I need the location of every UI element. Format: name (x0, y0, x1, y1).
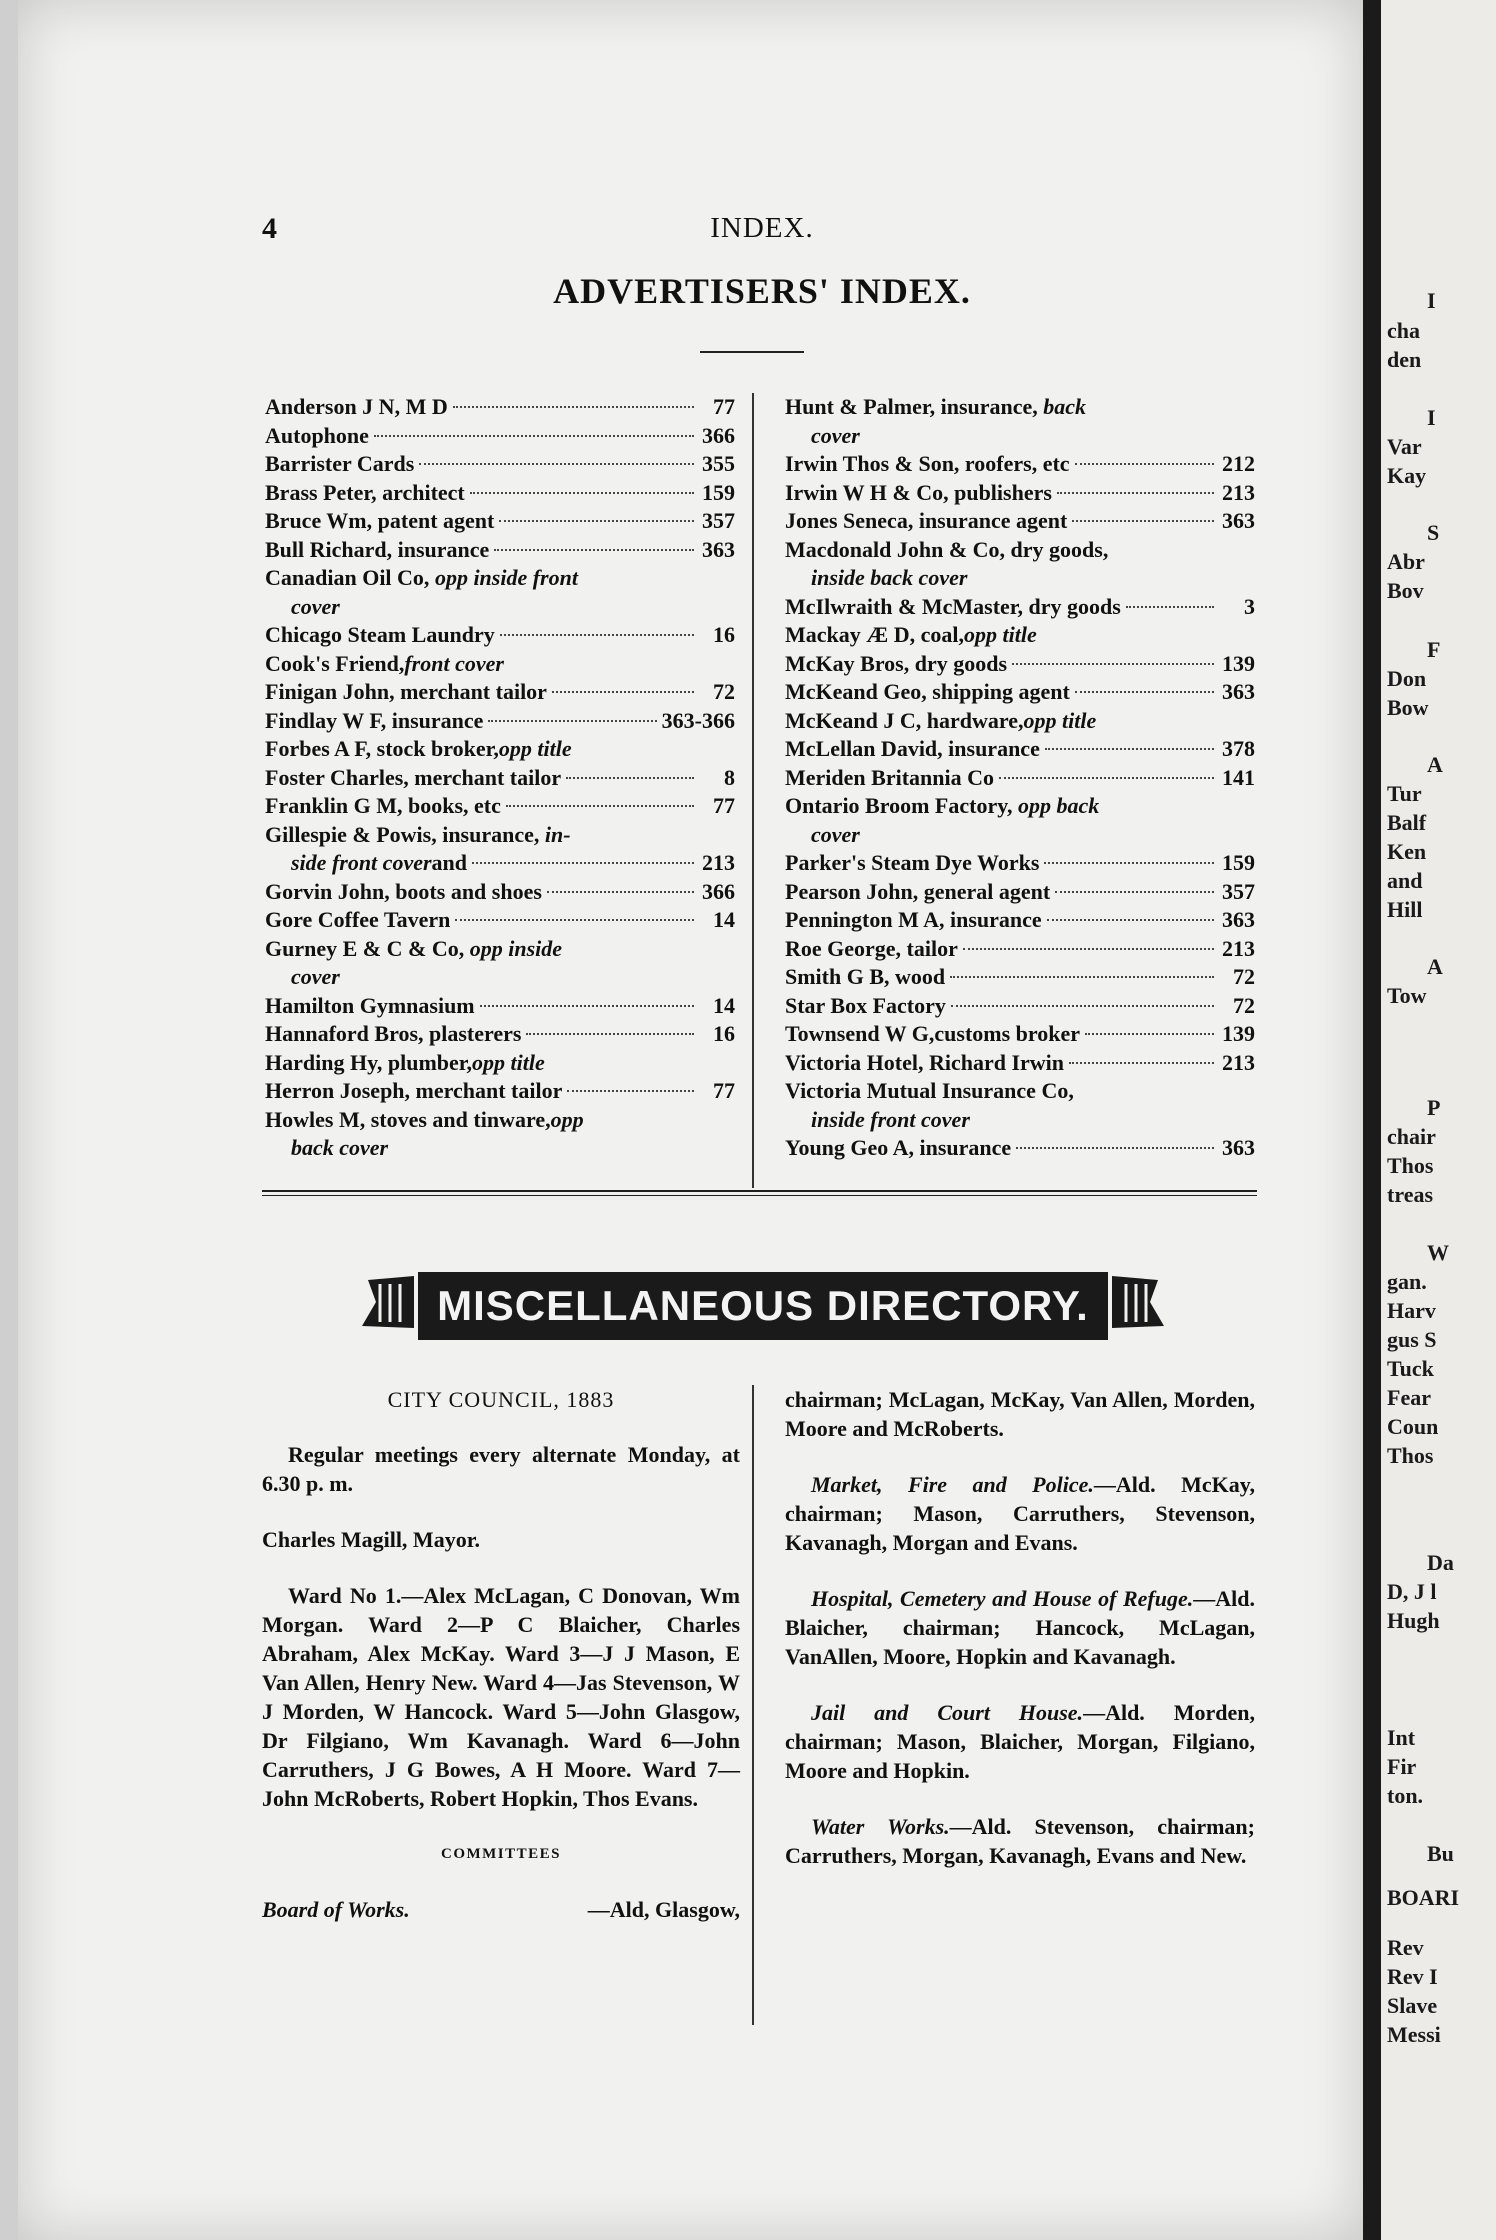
next-page-fragment: gan. (1387, 1269, 1427, 1294)
next-page-fragment: P (1427, 1095, 1441, 1120)
water-works-text: —Ald. Stevenson, chairman; Carruthers, Morgan, Kavanagh, Evans and New. (785, 1814, 1255, 1868)
next-page-fragment: A (1427, 752, 1443, 777)
next-page-fragment: Harv (1387, 1298, 1436, 1323)
entry-name: McIlwraith & McMaster, dry goods (785, 593, 1121, 619)
entry-name: McKeand Geo, shipping agent (785, 679, 1070, 704)
leader-dots (1072, 520, 1214, 522)
entry-name: Autophone (265, 422, 369, 448)
entry-page: 212 (1222, 451, 1255, 476)
entry-name: McKeand J C, hardware, (785, 707, 1024, 733)
jail-court-house-text: —Ald. Morden, chairman; Mason, Blaicher, Morgan, Filgiano, Moore and Hopkin. (785, 1700, 1256, 1783)
index-entry-continuation: inside back cover (811, 565, 968, 590)
banner-left-flag-icon (358, 1270, 414, 1334)
leader-dots (480, 1005, 694, 1007)
banner-right-flag-icon (1112, 1270, 1168, 1334)
next-page-fragment: gus S (1387, 1327, 1437, 1352)
entry-page: 14 (713, 992, 735, 1018)
index-entry (785, 479, 1255, 508)
entry-note: opp (550, 1106, 584, 1132)
index-entry (265, 878, 735, 907)
entry-name: Young Geo A, insurance (785, 1135, 1012, 1160)
next-page-fragment: Hugh (1387, 1608, 1440, 1633)
leader-dots (566, 777, 694, 779)
entry-page: 77 (713, 394, 735, 419)
index-entry (265, 707, 735, 736)
entry-page: 72 (1233, 964, 1255, 989)
entry-name: Foster Charles, merchant tailor (265, 764, 562, 790)
entry-page: 357 (1222, 878, 1255, 904)
entry-name: Irwin Thos & Son, roofers, etc (785, 451, 1070, 476)
entry-name: Parker's Steam Dye Works (785, 850, 1040, 875)
column-divider (752, 393, 754, 1188)
leader-dots (1044, 862, 1214, 864)
index-entry (785, 393, 1255, 450)
index-entry (785, 707, 1255, 736)
index-entry (265, 678, 735, 707)
entry-page: 14 (713, 907, 735, 932)
entry-note: opp title (1023, 707, 1097, 733)
next-page-fragment: Thos (1387, 1443, 1434, 1468)
entry-name: Findlay W F, insurance (265, 707, 484, 733)
index-entry-line (265, 821, 735, 850)
entry-page: 77 (713, 793, 735, 818)
hospital-paragraph (785, 1584, 1255, 1671)
next-page-fragment: W (1427, 1240, 1449, 1265)
index-entry (785, 621, 1255, 650)
title-rule (700, 351, 804, 353)
entry-note: opp title (498, 736, 572, 761)
entry-name: Cook's Friend, (265, 650, 405, 676)
next-page-fragment: Balf (1387, 810, 1427, 835)
index-entry (265, 906, 735, 935)
advertisers-index-left-column (265, 393, 735, 1163)
entry-name: Gorvin John, boots and shoes (265, 878, 542, 904)
leader-dots (1075, 691, 1214, 693)
next-page-fragment: Bu (1427, 1841, 1454, 1866)
entry-name: Bull Richard, insurance (265, 536, 490, 562)
next-page-fragment: Abr (1387, 549, 1425, 574)
entry-page: 141 (1222, 764, 1255, 790)
index-entry (265, 507, 735, 536)
entry-page: 159 (1222, 850, 1255, 875)
next-page-fragment: chair (1387, 1124, 1436, 1149)
leader-dots (1085, 1033, 1214, 1035)
next-page-fragment: Da (1427, 1550, 1454, 1575)
page-header (262, 212, 1262, 252)
leader-dots (1047, 919, 1214, 921)
entry-note: opp title (964, 622, 1037, 647)
entry-name: Harding Hy, plumber, (265, 1049, 473, 1075)
index-entry (265, 564, 735, 621)
next-page-fragment: treas (1387, 1182, 1434, 1207)
entry-page: 72 (1233, 992, 1255, 1018)
next-page-fragment: Bow (1387, 695, 1429, 720)
next-page-fragment: Fear (1387, 1385, 1431, 1410)
entry-name: Canadian Oil Co, (265, 565, 435, 590)
entry-page: 213 (702, 850, 735, 875)
entry-name: Star Box Factory (785, 992, 946, 1018)
index-entry (265, 764, 735, 793)
index-entry (785, 1020, 1255, 1049)
entry-name: McKay Bros, dry goods (785, 650, 1008, 676)
entry-page: 159 (702, 479, 735, 505)
entry-name: Bruce Wm, patent agent (265, 508, 495, 533)
next-page-fragment: I (1427, 405, 1436, 430)
entry-name: Smith G B, wood (785, 964, 946, 989)
index-entry (785, 963, 1255, 992)
leader-dots (506, 805, 694, 807)
next-page-fragment: I (1427, 288, 1436, 313)
entry-note: opp inside (469, 935, 563, 961)
banner-title: MISCELLANEOUS DIRECTORY. (418, 1272, 1108, 1340)
entry-name: Meriden Britannia Co (785, 764, 994, 790)
entry-note-rest: and (431, 850, 468, 875)
entry-name: Finigan John, merchant tailor (265, 679, 547, 704)
next-page-fragment: Coun (1387, 1414, 1439, 1439)
entry-page: 8 (724, 764, 735, 790)
section-separator (262, 1190, 1257, 1196)
index-entry (785, 1049, 1255, 1078)
committees-heading: COMMITTEES (440, 1846, 561, 1862)
entry-note: opp inside front (434, 565, 578, 590)
market-fire-police-paragraph (785, 1470, 1255, 1557)
index-entry (785, 507, 1255, 536)
index-entry (265, 479, 735, 508)
index-entry-continuation: cover (291, 964, 340, 989)
entry-page: 366 (702, 422, 735, 448)
entry-name: Pearson John, general agent (785, 878, 1051, 904)
index-entry (265, 621, 735, 650)
index-entry (785, 935, 1255, 964)
leader-dots (963, 948, 1214, 950)
entry-note: front cover (404, 650, 504, 676)
leader-dots (494, 549, 694, 551)
leader-dots (374, 435, 694, 437)
next-page-fragment: BOARI (1387, 1885, 1460, 1910)
next-page-fragment: cha (1387, 318, 1420, 343)
entry-name: Herron Joseph, merchant tailor (265, 1078, 563, 1103)
index-entry (265, 792, 735, 821)
directory-left-column (262, 1385, 740, 1924)
index-entry (785, 650, 1255, 679)
entry-page: 139 (1222, 1021, 1255, 1046)
directory-banner (358, 1262, 1168, 1342)
entry-note: opp back (1018, 793, 1100, 818)
entry-page: 357 (702, 508, 735, 533)
index-entry-line (265, 935, 735, 964)
entry-name: Townsend W G,customs broker (785, 1021, 1081, 1046)
entry-name: Chicago Steam Laundry (265, 622, 495, 647)
index-entry-continuation: cover (291, 593, 340, 619)
entry-page: 363 (1222, 679, 1255, 704)
leader-dots (419, 463, 694, 465)
next-page-fragment: D, J l (1387, 1579, 1437, 1604)
index-entry-line (785, 792, 1255, 821)
index-entry (265, 422, 735, 451)
entry-name: Jones Seneca, insurance agent (785, 508, 1068, 533)
index-entry-continuation: inside front cover (811, 1106, 970, 1132)
entry-page: 366 (702, 878, 735, 904)
leader-dots (1012, 663, 1214, 665)
index-entry (785, 1134, 1255, 1163)
entry-page: 16 (713, 1021, 735, 1046)
entry-name: Gore Coffee Tavern (265, 907, 451, 932)
leader-dots (552, 691, 694, 693)
city-council-heading: CITY COUNCIL, 1883 (387, 1387, 615, 1412)
index-entry (265, 536, 735, 565)
index-entry (265, 650, 735, 679)
entry-page: 378 (1222, 736, 1255, 761)
index-entry-continuation: cover (811, 422, 860, 448)
next-page-fragment: Messi (1387, 2022, 1441, 2047)
page-number: 4 (262, 212, 277, 245)
entry-name: McLellan David, insurance (785, 736, 1040, 761)
leader-dots (567, 1090, 694, 1092)
entry-name: Irwin W H & Co, publishers (785, 479, 1052, 505)
next-page-fragment: Slave (1387, 1993, 1438, 2018)
entry-page: 363 (1222, 508, 1255, 533)
entry-page: 355 (702, 451, 735, 476)
next-page-fragment: and (1387, 868, 1423, 893)
index-entry (785, 450, 1255, 479)
entry-name: Victoria Hotel, Richard Irwin (785, 1049, 1065, 1075)
mayor-line: Charles Magill, Mayor. (262, 1527, 480, 1552)
entry-name: Franklin G M, books, etc (265, 793, 501, 818)
index-entry (785, 792, 1255, 849)
next-page-fragment: Ken (1387, 839, 1427, 864)
entry-page: 139 (1222, 650, 1255, 676)
leader-dots (1055, 891, 1214, 893)
entry-name: Barrister Cards (265, 451, 415, 476)
entry-name: Pennington M A, insurance (785, 907, 1042, 932)
index-entry (785, 992, 1255, 1021)
next-page-fragment: Don (1387, 666, 1427, 691)
next-page-fragment: Kay (1387, 463, 1427, 488)
entry-page: 213 (1222, 935, 1255, 961)
next-page-fragment: S (1427, 520, 1440, 545)
board-of-works-line (262, 1895, 740, 1924)
leader-dots (1057, 492, 1214, 494)
entry-page: 213 (1222, 1049, 1255, 1075)
index-entry (265, 1049, 735, 1078)
next-page-fragment: Int (1387, 1725, 1416, 1750)
leader-dots (1126, 606, 1214, 608)
index-entry (785, 878, 1255, 907)
index-entry-line (265, 1106, 735, 1135)
entry-page: 363 (1222, 907, 1255, 932)
index-entry (785, 593, 1255, 622)
market-fire-police-label: Market, Fire and Police. (811, 1472, 1094, 1497)
next-page-fragment: Rev (1387, 1935, 1424, 1960)
next-page-fragment: Fir (1387, 1754, 1417, 1779)
entry-name: Howles M, stoves and tinware, (265, 1106, 551, 1132)
index-entry (265, 992, 735, 1021)
leader-dots (999, 777, 1214, 779)
entry-name: Gillespie & Powis, insurance, (265, 821, 545, 847)
entry-name: Brass Peter, architect (265, 479, 465, 505)
wards-paragraph: Ward No 1.—Alex McLagan, C Donovan, Wm Morgan. Ward 2—P C Blaicher, Charles Abraham, Alex McKay. Ward 3—J J Mason, E Van Allen, Henry New. Ward 4—Jas Stevenson, W J Morden, W Hancock. Ward 5—John Glasgow, Dr Filgiano, Wm Kavanagh. Ward 6—John Carruthers, J G Bowes, A H Moore. Ward 7—John McRoberts, Robert Hopkin, Thos Evans. (262, 1583, 740, 1811)
index-entry (265, 1020, 735, 1049)
leader-dots (1045, 748, 1214, 750)
leader-dots (1016, 1147, 1214, 1149)
index-entry (265, 393, 735, 422)
entry-note: opp title (472, 1049, 545, 1075)
next-page-fragment: F (1427, 637, 1441, 662)
meetings-paragraph: Regular meetings every alternate Monday, at 6.30 p. m. (262, 1442, 740, 1496)
leader-dots (1069, 1062, 1214, 1064)
index-entry (785, 1077, 1255, 1134)
leader-dots (455, 919, 694, 921)
next-page-fragment: Tuck (1387, 1356, 1434, 1381)
entry-page: 77 (713, 1078, 735, 1103)
next-page-edge (1381, 0, 1496, 2240)
entry-name: Ontario Broom Factory, (785, 793, 1018, 818)
leader-dots (472, 862, 694, 864)
entry-page: 363-366 (661, 707, 735, 733)
entry-name: Hannaford Bros, plasterers (265, 1021, 522, 1046)
running-head: INDEX. (710, 212, 814, 244)
leader-dots (526, 1033, 694, 1035)
leader-dots (1075, 463, 1214, 465)
index-entry (265, 1077, 735, 1106)
page-gutter (1363, 0, 1381, 2240)
entry-page: 363 (702, 536, 735, 562)
page-title: ADVERTISERS' INDEX. (553, 271, 971, 311)
next-page-fragment: Bov (1387, 578, 1424, 603)
index-entry-line (785, 393, 1255, 422)
next-page-fragment: A (1427, 954, 1443, 979)
leader-dots (500, 634, 694, 636)
market-fire-police-text: —Ald. McKay, chairman; Mason, Carruthers, Stevenson, Kavanagh, Morgan and Evans. (785, 1472, 1255, 1555)
entry-name: Hamilton Gymnasium (265, 992, 475, 1018)
index-entry-continuation: cover (811, 821, 860, 847)
index-entry-continuation (265, 849, 735, 878)
hospital-text: —Ald. Blaicher, chairman; Hancock, McLagan, VanAllen, Moore, Hopkin and Kavanagh. (785, 1586, 1255, 1669)
directory-column-divider (752, 1385, 754, 2025)
entry-name: Anderson J N, M D (265, 394, 448, 419)
index-entry (265, 450, 735, 479)
jail-court-house-paragraph (785, 1698, 1255, 1785)
leader-dots (499, 520, 694, 522)
next-page-fragment: ton. (1387, 1783, 1424, 1808)
entry-name: Victoria Mutual Insurance Co, (785, 1078, 1074, 1103)
index-entry (265, 935, 735, 992)
index-entry (785, 906, 1255, 935)
directory-right-column (785, 1385, 1255, 1897)
next-page-fragment: Tow (1387, 983, 1427, 1008)
index-entry-continuation: back cover (291, 1135, 389, 1160)
entry-note: back (1043, 394, 1087, 419)
next-page-fragment: den (1387, 347, 1422, 372)
leader-dots (453, 406, 694, 408)
water-works-paragraph (785, 1812, 1255, 1870)
entry-page: 16 (713, 622, 735, 647)
entry-name: Roe George, tailor (785, 935, 958, 961)
entry-name: Forbes A F, stock broker, (265, 736, 499, 761)
leader-dots (488, 720, 656, 722)
entry-name: Macdonald John & Co, dry goods, (785, 536, 1109, 562)
entry-page: 72 (713, 679, 735, 704)
leader-dots (950, 976, 1214, 978)
index-entry (785, 536, 1255, 593)
board-of-works-text: —Ald, Glasgow, (587, 1897, 740, 1922)
index-entry (785, 764, 1255, 793)
water-works-label: Water Works. (811, 1814, 950, 1839)
jail-court-house-label: Jail and Court House. (811, 1700, 1084, 1725)
board-of-works-continued: chairman; McLagan, McKay, Van Allen, Morden, Moore and McRoberts. (785, 1387, 1255, 1441)
next-page-fragment: Rev I (1387, 1964, 1438, 1989)
entry-name: Hunt & Palmer, insurance, (785, 394, 1044, 419)
entry-page: 363 (1222, 1135, 1255, 1160)
leader-dots (547, 891, 694, 893)
leader-dots (470, 492, 694, 494)
entry-note: side front cover (291, 850, 432, 875)
index-entry (785, 849, 1255, 878)
index-entry-line (785, 536, 1255, 565)
index-entry (265, 735, 735, 764)
index-entry (785, 735, 1255, 764)
entry-name: Mackay Æ D, coal, (785, 622, 965, 647)
hospital-label: Hospital, Cemetery and House of Refuge. (811, 1586, 1194, 1611)
index-entry-line (785, 1077, 1255, 1106)
advertisers-index-right-column (785, 393, 1255, 1163)
leader-dots (951, 1005, 1214, 1007)
index-entry-line (265, 564, 735, 593)
index-entry (265, 1106, 735, 1163)
entry-name: Gurney E & C & Co, (265, 935, 470, 961)
entry-note: in- (544, 821, 571, 847)
next-page-fragment: Tur (1387, 781, 1422, 806)
entry-page: 213 (1222, 479, 1255, 505)
next-page-fragment: Var (1387, 434, 1422, 459)
index-entry (785, 678, 1255, 707)
index-entry (265, 821, 735, 878)
next-page-fragment: Thos (1387, 1153, 1434, 1178)
entry-page: 3 (1244, 593, 1255, 619)
next-page-fragment: Hill (1387, 897, 1423, 922)
board-of-works-label: Board of Works. (262, 1897, 410, 1922)
